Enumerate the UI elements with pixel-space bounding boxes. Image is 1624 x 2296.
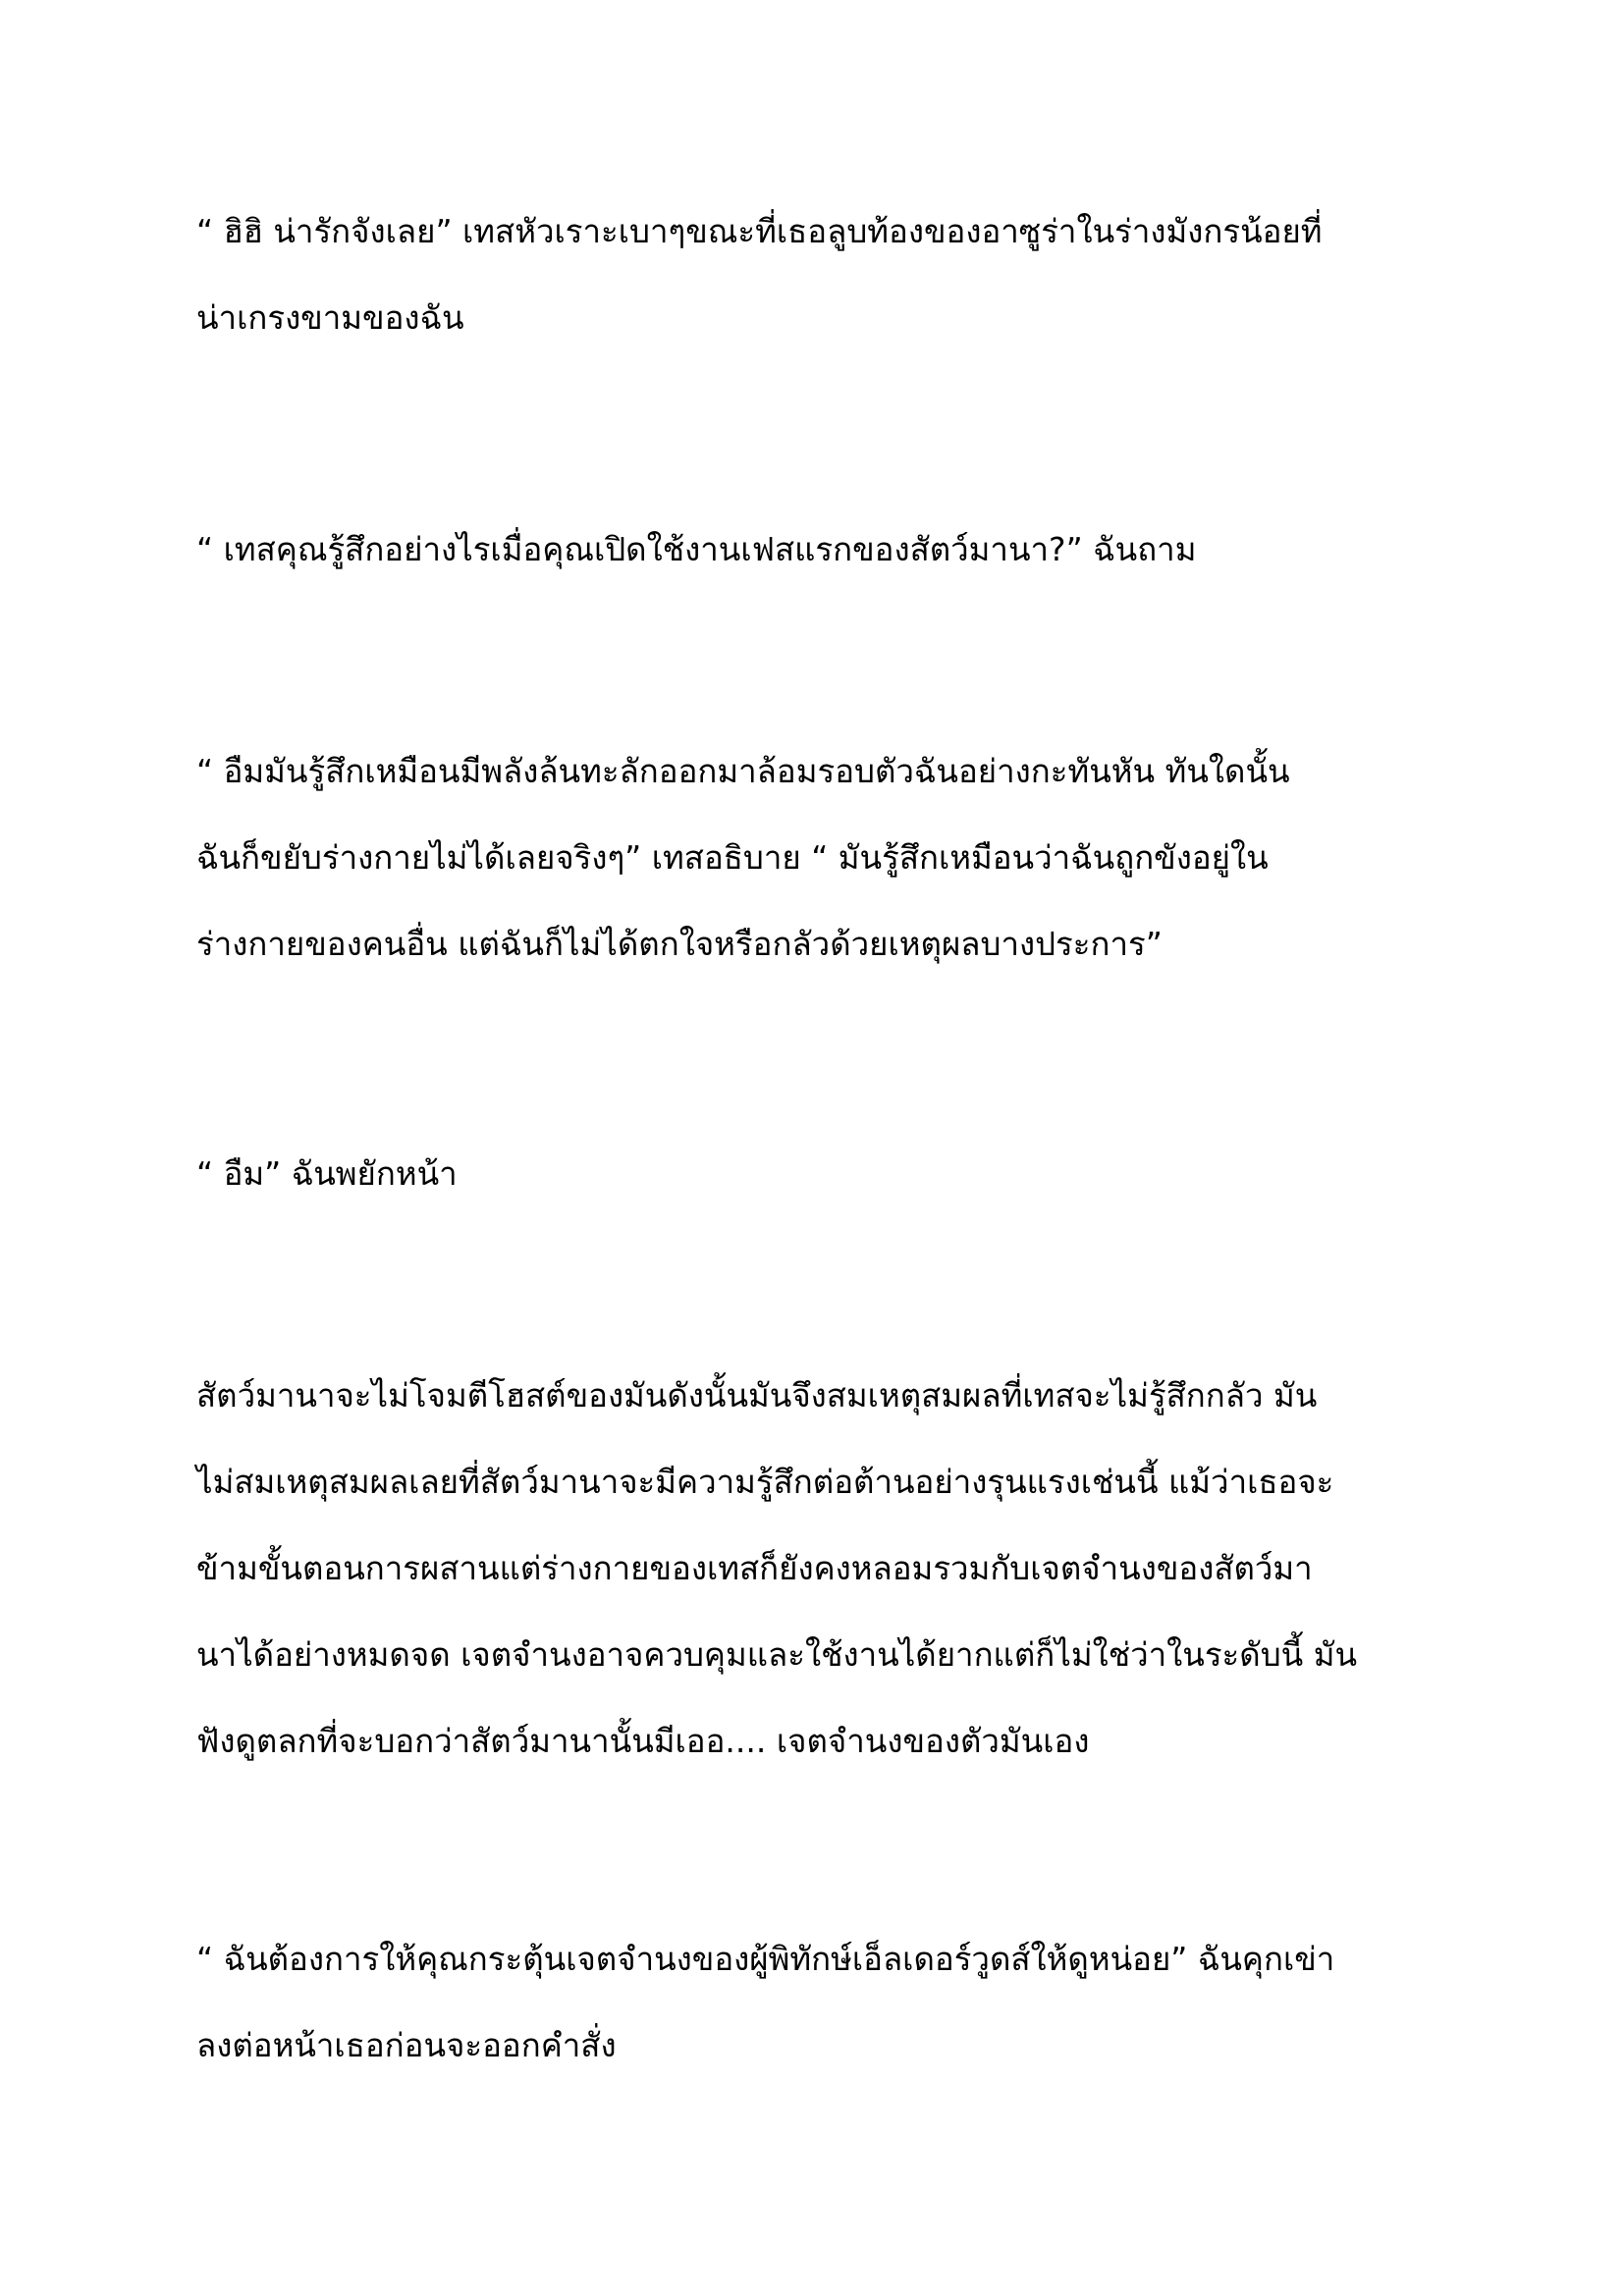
text-line: “ เทสคุณรู้สึกอย่างไรเมื่อคุณเปิดใช้งานเฟสแรกของสัตว์มานา?” ฉันถาม (196, 530, 1197, 568)
text-line: “ อืมมันรู้สึกเหมือนมีพลังล้นทะลักออกมาล้อมรอบตัวฉันอย่างกะทันหัน ทันใดนั้น (196, 752, 1290, 790)
text-line: ฉันก็ขยับร่างกายไม่ได้เลยจริงๆ” เทสอธิบาย “ มันรู้สึกเหมือนว่าฉันถูกขังอยู่ใน (196, 838, 1269, 877)
text-line: นาได้อย่างหมดจด เจตจำนงอาจควบคุมและใช้งานได้ยากแต่ก็ไม่ใช่ว่าในระดับนี้ มัน (196, 1635, 1358, 1674)
text-line: ลงต่อหน้าเธอก่อนจะออกคำสั่ง (196, 2026, 617, 2064)
text-line: ฟังดูตลกที่จะบอกว่าสัตว์มานานั้นมีเออ.... เจตจำนงของตัวมันเอง (196, 1722, 1090, 1760)
text-line: น่าเกรงขามของฉัน (196, 298, 464, 337)
text-line: “ ฮิฮิ น่ารักจังเลย” เทสหัวเราะเบาๆขณะที่เธอลูบท้องของอาซูร่าในร่างมังกรน้อยที่ (196, 212, 1323, 250)
text-line: “ ฉันต้องการให้คุณกระตุ้นเจตจำนงของผู้พิทักษ์เอ็ลเดอร์วูดส์ให้ดูหน่อย” ฉันคุกเข่า (196, 1940, 1335, 1978)
paragraph-6 (196, 1916, 1434, 2089)
paragraph-1 (196, 188, 1434, 361)
text-line: ไม่สมเหตุสมผลเลยที่สัตว์มานาจะมีความรู้สึกต่อต้านอย่างรุนแรงเช่นนี้ แม้ว่าเธอจะ (196, 1463, 1334, 1501)
text-line: ร่างกายของคนอื่น แต่ฉันก็ไม่ได้ตกใจหรือกลัวด้วยเหตุผลบางประการ” (196, 925, 1163, 963)
paragraph-4 (196, 1131, 1434, 1217)
paragraph-5 (196, 1353, 1434, 1785)
paragraph-3 (196, 728, 1434, 988)
paragraph-2 (196, 507, 1434, 593)
text-line: ข้ามขั้นตอนการผสานแต่ร่างกายของเทสก็ยังคงหลอมรวมกับเจตจำนงของสัตว์มา (196, 1549, 1313, 1587)
text-line: สัตว์มานาจะไม่โจมตีโฮสต์ของมันดังนั้นมันจึงสมเหตุสมผลที่เทสจะไม่รู้สึกกลัว มัน (196, 1376, 1318, 1415)
text-line: “ อืม” ฉันพยักหน้า (196, 1154, 458, 1193)
